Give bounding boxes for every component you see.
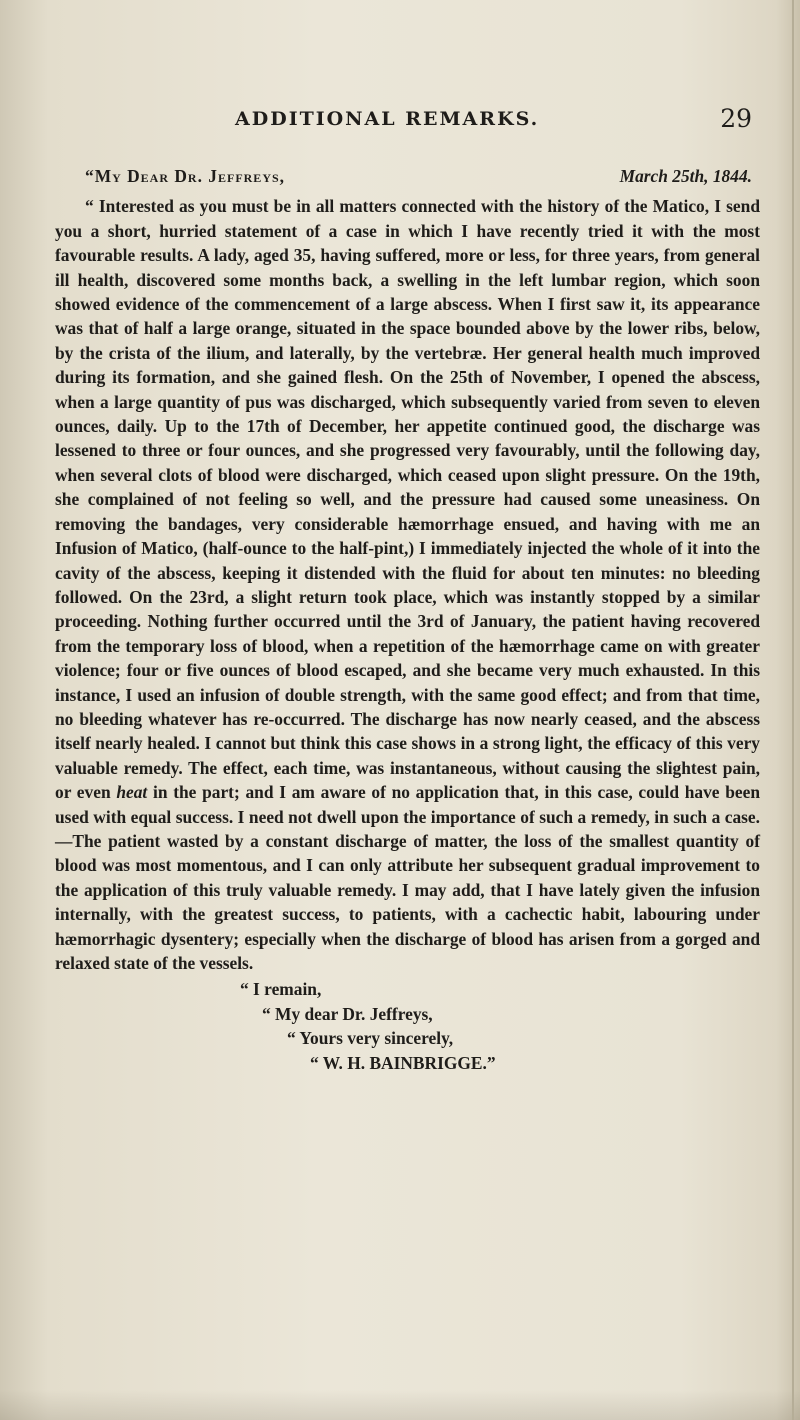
closing-line-3: “ Yours very sincerely, (287, 1028, 454, 1049)
running-title: ADDITIONAL REMARKS. (235, 108, 540, 130)
page-number: 29 (720, 104, 752, 133)
body-text-part-1: “ Interested as you must be in all matters connected with the history of the Matico, I send you a short, hurried statement of a case in which I have recently tried it with the most favourable results. A lady, aged 35, having suffered, more or less, for three years, from general ill health, discovered some months back, a swelling in the left lumbar region, which soon showed evidence of the commencement of a large abscess. When I first saw it, its appearance was that of half a large orange, situated in the space bounded above by the lower ribs, below, by the crista of the ilium, and laterally, by the vertebræ. Her general health much improved during its formation, and she gained flesh. On the 25th of November, I opened the abscess, when a large quantity of pus was discharged, which subsequently varied from seven to eleven ounces, daily. Up to the 17th of December, her appetite continued good, the discharge was lessened to three or four ounces, and she progressed very favourably, until the following day, when several clots of blood were discharged, which ceased upon slight pressure. On the 19th, she complained of not feeling so well, and the pressure had caused some uneasiness. On removing the bandages, very considerable hæmorrhage ensued, and having with me an Infusion of Matico, (half-ounce to the half-pint,) I immediately injected the whole of it into the cavity of the abscess, keeping it distended with the fluid for about ten minutes: no bleeding followed. On the 23rd, a slight return took place, which was instantly stopped by a similar proceeding. Nothing further occurred until the 3rd of January, the patient having recovered from the temporary loss of blood, when a repetition of the hæmorrhage came on with greater violence; four or five ounces of blood escaped, and she became very much exhausted. In this instance, I used an infusion of double strength, with the same good effect; and from that time, no bleeding whatever has re-occurred. The discharge has now nearly ceased, and the abscess itself nearly healed. I cannot but think this case shows in a strong light, the efficacy of this very valuable remedy. The effect, each time, was instantaneous, without causing the slightest pain, or even (55, 196, 760, 803)
body-text-part-2: in the part; and I am aware of no application that, in this case, could have been used with equal success. I need not dwell upon the importance of such a remedy, in such a case.—The patient wasted by a constant discharge of matter, the loss of the smallest quantity of blood was most momentous, and I can only attribute her subsequent gradual improvement to the application of this truly valuable remedy. I may add, that I have lately given the infusion internally, with the greatest success, to patients, with a cachectic habit, labouring under hæmorrhagic dysentery; especially when the discharge of blood has arisen from a gorged and relaxed state of the vessels. (55, 782, 760, 973)
letter-text (55, 164, 760, 1075)
closing-line-2: “ My dear Dr. Jeffreys, (262, 1003, 433, 1024)
letter-closing (55, 977, 760, 1075)
closing-line-1: “ I remain, (240, 979, 322, 1000)
letter-body (55, 194, 760, 975)
letter-heading (55, 164, 760, 188)
letter-date: March 25th, 1844. (619, 166, 752, 186)
running-head (30, 104, 770, 138)
salutation: “My Dear Dr. Jeffreys, (85, 166, 286, 186)
italic-word: heat (116, 782, 148, 803)
page-edge-shadow (0, 1390, 800, 1420)
signature: “ W. H. BAINBRIGGE.” (310, 1052, 496, 1073)
